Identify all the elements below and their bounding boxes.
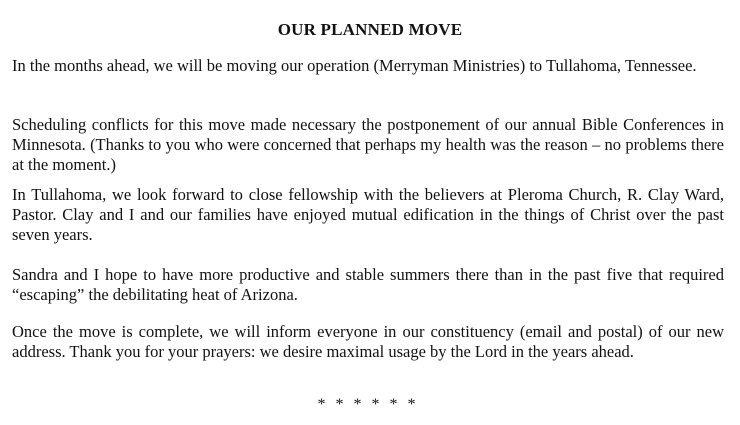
section-separator: * * * * * * <box>317 396 419 413</box>
page-title: OUR PLANNED MOVE <box>277 20 463 39</box>
paragraph-tullahoma-fellowship: In Tullahoma, we look forward to close fellowship with the believers at Pleroma Church, R. Clay Ward, Pastor. Clay and I and our families have enjoyed mutual edification in the things of Christ over the past seven years. <box>12 185 724 244</box>
paragraph-move-announcement: In the months ahead, we will be moving our operation (Merryman Ministries) to Tullahoma, Tennessee. <box>12 56 697 75</box>
paragraph-conference-postponement: Scheduling conflicts for this move made necessary the postponement of our annual Bible Conferences in Minnesota. (Thanks to you who were concerned that perhaps my health was the reason – no problems there at the moment.) <box>12 115 724 174</box>
paragraph-new-address: Once the move is complete, we will inform everyone in our constituency (email and postal) of our new address. Thank you for your prayers: we desire maximal usage by the Lord in the years ahead. <box>12 322 724 361</box>
paragraph-summers: Sandra and I hope to have more productive and stable summers there than in the past five that required “escaping” the debilitating heat of Arizona. <box>12 265 724 304</box>
